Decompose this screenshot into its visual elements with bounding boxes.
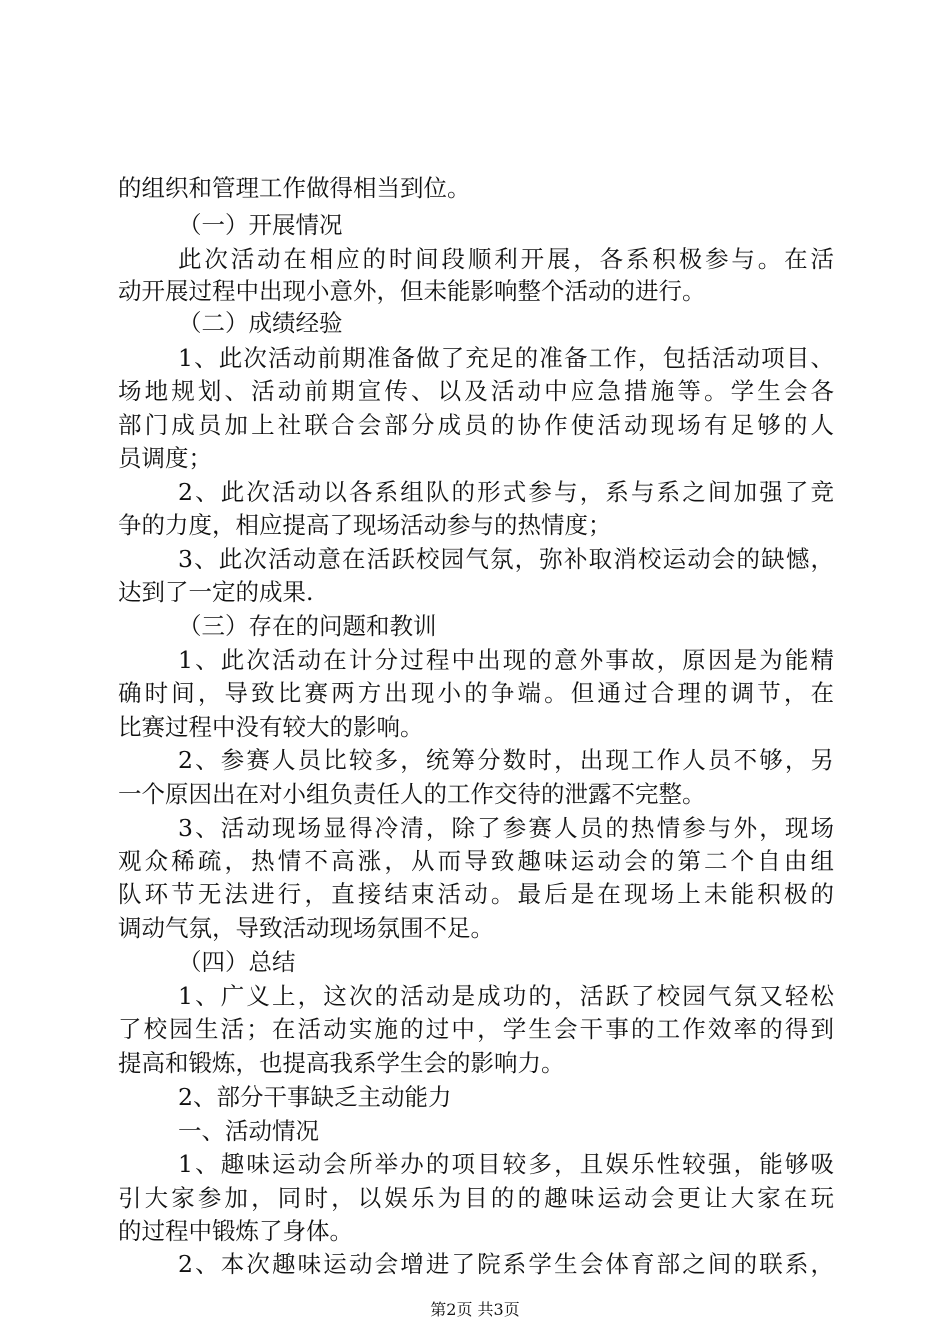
body-line: 1、此次活动前期准备做了充足的准备工作，包括活动项目、 [178,344,834,372]
body-line: 引大家参加，同时，以娱乐为目的的趣味运动会更让大家在玩 [118,1184,834,1212]
body-line: 确时间，导致比赛两方出现小的争端。但通过合理的调节，在 [118,679,834,707]
page-footer: 第2页 共3页 [430,1300,520,1319]
body-line: 2、部分干事缺乏主动能力 [178,1083,452,1111]
body-line: 员调度； [118,444,212,472]
body-line: 1、广义上，这次的活动是成功的，活跃了校园气氛又轻松 [178,982,834,1010]
body-line: 动开展过程中出现小意外，但未能影响整个活动的进行。 [118,277,706,305]
body-line: 2、参赛人员比较多，统筹分数时，出现工作人员不够，另 [178,746,834,774]
body-line: 比赛过程中没有较大的影响。 [118,713,424,741]
body-line: 3、活动现场显得冷清，除了参赛人员的热情参与外，现场 [178,814,834,842]
body-line: 提高和锻炼，也提高我系学生会的影响力。 [118,1049,565,1077]
body-line: 2、本次趣味运动会增进了院系学生会体育部之间的联系， [178,1250,834,1278]
body-line: 达到了一定的成果. [118,578,314,606]
section-heading: 一、活动情况 [178,1117,319,1145]
body-line: 3、此次活动意在活跃校园气氛，弥补取消校运动会的缺憾， [178,545,834,573]
body-line: 1、此次活动在计分过程中出现的意外事故，原因是为能精 [178,646,834,674]
body-line: 1、趣味运动会所举办的项目较多，且娱乐性较强，能够吸 [178,1150,834,1178]
body-line: 的过程中锻炼了身体。 [118,1217,353,1245]
body-line: 的组织和管理工作做得相当到位。 [118,174,471,202]
body-line: 一个原因出在对小组负责任人的工作交待的泄露不完整。 [118,780,706,808]
section-heading: （四）总结 [178,948,296,976]
body-line: 调动气氛，导致活动现场氛围不足。 [118,914,494,942]
body-line: 部门成员加上社联合会部分成员的协作使活动现场有足够的人 [118,411,834,439]
section-heading: （一）开展情况 [178,211,343,239]
body-line: 观众稀疏，热情不高涨，从而导致趣味运动会的第二个自由组 [118,847,834,875]
body-line: 场地规划、活动前期宣传、以及活动中应急措施等。学生会各 [118,377,834,405]
body-line: 2、此次活动以各系组队的形式参与，系与系之间加强了竞 [178,478,834,506]
body-line: 争的力度，相应提高了现场活动参与的热情度； [118,511,612,539]
body-line: 此次活动在相应的时间段顺利开展，各系积极参与。在活 [178,245,834,273]
body-line: 队环节无法进行，直接结束活动。最后是在现场上未能积极的 [118,880,834,908]
section-heading: （二）成绩经验 [178,309,343,337]
body-line: 了校园生活；在活动实施的过中，学生会干事的工作效率的得到 [118,1015,834,1043]
section-heading: （三）存在的问题和教训 [178,612,437,640]
